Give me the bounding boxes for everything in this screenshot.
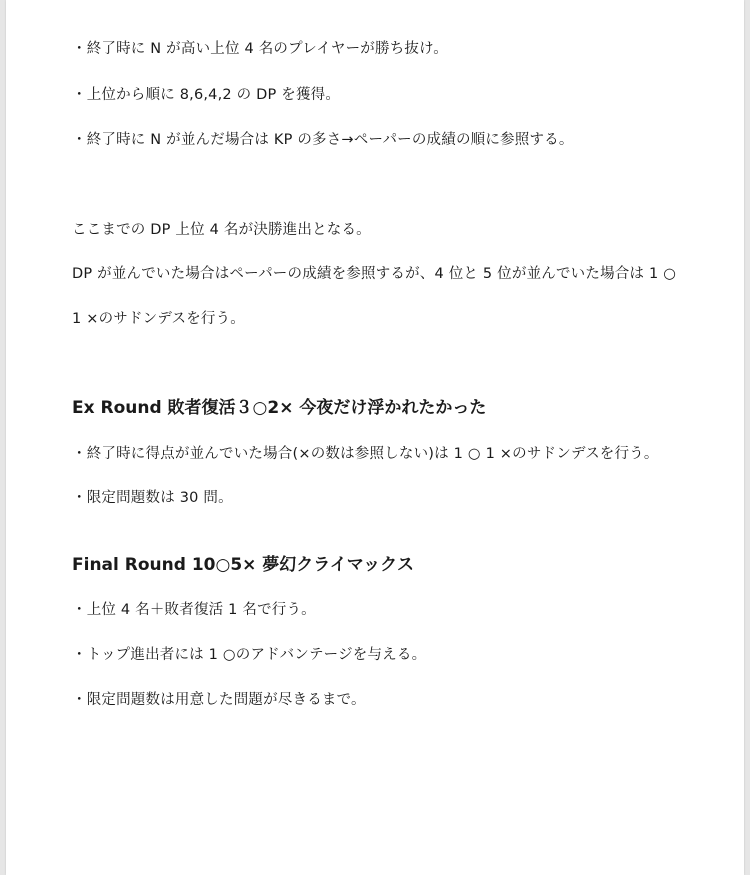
ex-round-bullet-1: ・終了時に得点が並んでいた場合(×の数は参照しない)は 1 ○ 1 ×のサドンデスを行う。 — [72, 446, 659, 462]
summary-line-3: 1 ×のサドンデスを行う。 — [72, 311, 246, 327]
intro-bullet-3: ・終了時に N が並んだ場合は KP の多さ→ペーパーの成績の順に参照する。 — [72, 132, 574, 148]
final-round-bullet-2: ・トップ進出者には 1 ○のアドバンテージを与える。 — [72, 647, 427, 663]
intro-bullet-2: ・上位から順に 8,6,4,2 の DP を獲得。 — [72, 87, 341, 103]
final-round-bullet-3: ・限定問題数は用意した問題が尽きるまで。 — [72, 692, 366, 708]
ex-round-bullet-2: ・限定問題数は 30 問。 — [72, 490, 233, 506]
intro-bullet-1: ・終了時に N が高い上位 4 名のプレイヤーが勝ち抜け。 — [72, 41, 448, 57]
document-page — [6, 0, 744, 875]
summary-line-1: ここまでの DP 上位 4 名が決勝進出となる。 — [72, 222, 371, 238]
ex-round-heading: Ex Round 敗者復活３○2× 今夜だけ浮かれたかった — [72, 398, 487, 418]
summary-line-2: DP が並んでいた場合はペーパーの成績を参照するが、4 位と 5 位が並んでいた場合は 1 ○ — [72, 266, 677, 282]
final-round-heading: Final Round 10○5× 夢幻クライマックス — [72, 555, 414, 575]
final-round-bullet-1: ・上位 4 名＋敗者復活 1 名で行う。 — [72, 602, 316, 618]
